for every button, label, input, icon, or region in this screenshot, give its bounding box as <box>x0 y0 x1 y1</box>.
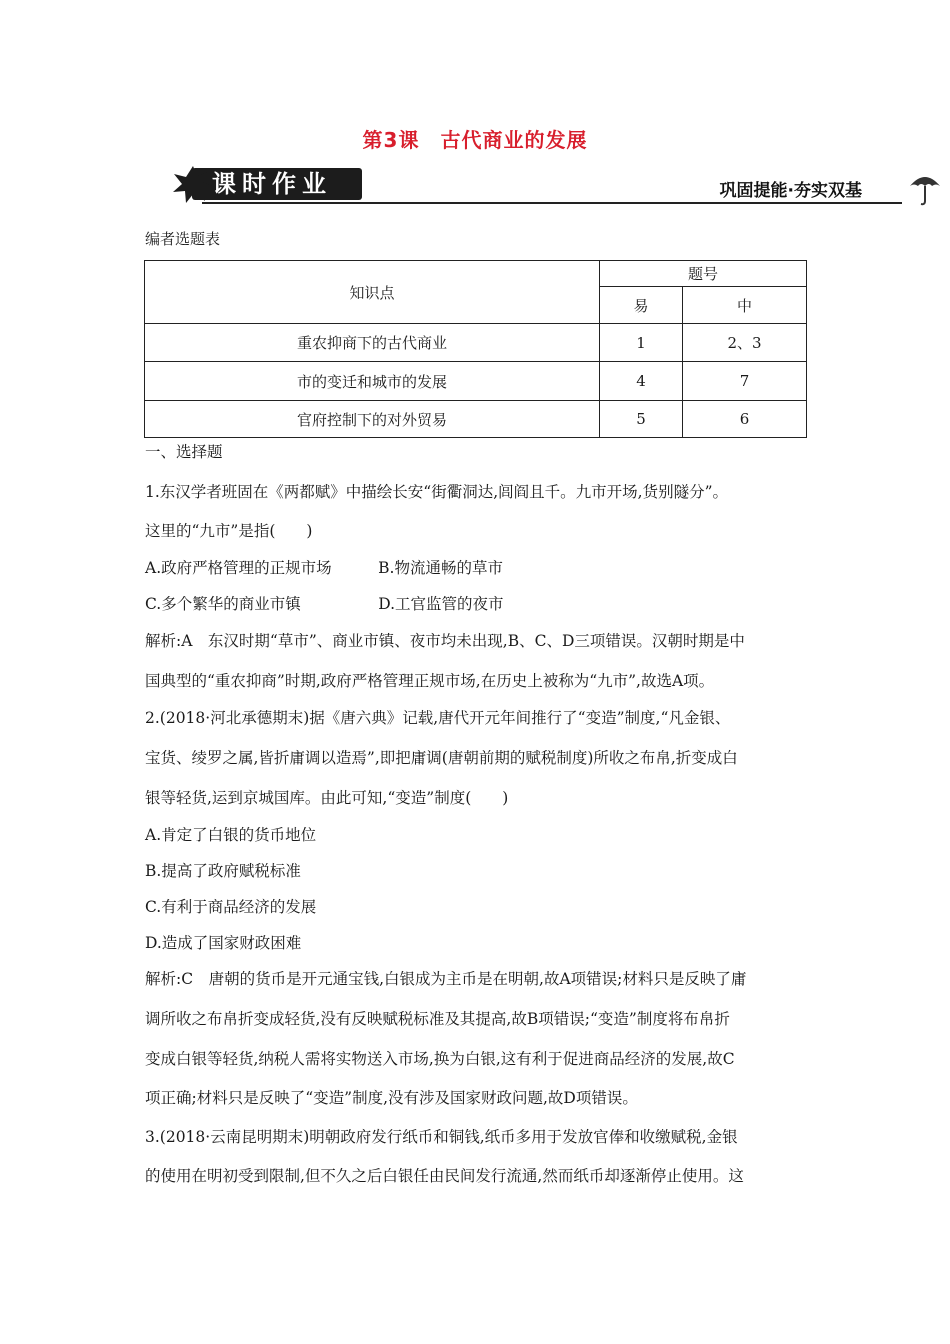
row-topic: 官府控制下的对外贸易 <box>145 401 600 438</box>
text-line: 3.(2018·云南昆明期末)明朝政府发行纸币和铜钱,纸币多用于发放官俸和收缴赋税,金银 <box>145 1128 738 1146</box>
text-line: 变成白银等轻货,纳税人需将实物送入市场,换为白银,这有利于促进商品经济的发展,故C <box>145 1050 735 1068</box>
banner-subtitle: 巩固提能·夯实双基 <box>719 181 862 201</box>
text-line: 国典型的“重农抑商”时期,政府严格管理正规市场,在历史上被称为“九市”,故选A项。 <box>145 672 715 690</box>
banner-title: 课时作业 <box>212 170 332 198</box>
header-mid: 中 <box>683 287 807 324</box>
option-line: C.多个繁华的商业市镇 D.工官监管的夜市 <box>145 595 504 613</box>
text-line: 这里的“九市”是指( ) <box>145 522 313 540</box>
option-line: A.肯定了白银的货币地位 <box>145 826 317 844</box>
row-mid: 2、3 <box>683 324 807 362</box>
header-knowledge: 知识点 <box>145 261 600 324</box>
option-line: A.政府严格管理的正规市场 B.物流通畅的草市 <box>145 559 503 577</box>
header-number: 题号 <box>600 261 807 287</box>
table-row <box>145 324 807 362</box>
table-caption: 编者选题表 <box>145 230 221 248</box>
text-line: 项正确;材料只是反映了“变造”制度,没有涉及国家财政问题,故D项错误。 <box>145 1089 638 1107</box>
selection-table <box>144 260 807 438</box>
ink-splat-icon <box>172 164 214 204</box>
row-easy: 1 <box>600 324 683 362</box>
row-mid: 6 <box>683 401 807 438</box>
umbrella-icon <box>908 170 942 206</box>
row-topic: 市的变迁和城市的发展 <box>145 362 600 401</box>
text-line: 2.(2018·河北承德期末)据《唐六典》记载,唐代开元年间推行了“变造”制度,“凡金银、 <box>145 709 731 727</box>
banner-rule <box>202 202 902 204</box>
page-title: 第3课 古代商业的发展 <box>362 128 588 152</box>
option-line: D.造成了国家财政困难 <box>145 934 302 952</box>
text-line: 宝货、绫罗之属,皆折庸调以造焉”,即把庸调(唐朝前期的赋税制度)所收之布帛,折变成白 <box>145 749 738 767</box>
header-easy: 易 <box>600 287 683 324</box>
text-line: 银等轻货,运到京城国库。由此可知,“变造”制度( ) <box>145 789 509 807</box>
text-line: 调所收之布帛折变成轻货,没有反映赋税标准及其提高,故B项错误;“变造”制度将布帛折 <box>145 1010 730 1028</box>
option-line: B.提高了政府赋税标准 <box>145 862 301 880</box>
table-row <box>145 362 807 401</box>
row-easy: 4 <box>600 362 683 401</box>
table-row <box>145 401 807 438</box>
section-heading: 一、选择题 <box>145 443 223 461</box>
row-mid: 7 <box>683 362 807 401</box>
text-line: 解析:A 东汉时期“草市”、商业市镇、夜市均未出现,B、C、D三项错误。汉朝时期是中 <box>145 632 745 650</box>
text-line: 解析:C 唐朝的货币是开元通宝钱,白银成为主币是在明朝,故A项错误;材料只是反映了庸 <box>145 970 747 988</box>
row-easy: 5 <box>600 401 683 438</box>
text-line: 的使用在明初受到限制,但不久之后白银任由民间发行流通,然而纸币却逐渐停止使用。这 <box>145 1167 744 1185</box>
row-topic: 重农抑商下的古代商业 <box>145 324 600 362</box>
section-banner <box>172 164 942 210</box>
option-line: C.有利于商品经济的发展 <box>145 898 317 916</box>
text-line: 1.东汉学者班固在《两都赋》中描绘长安“街衢洞达,闾阎且千。九市开场,货别隧分”。 <box>145 483 728 501</box>
